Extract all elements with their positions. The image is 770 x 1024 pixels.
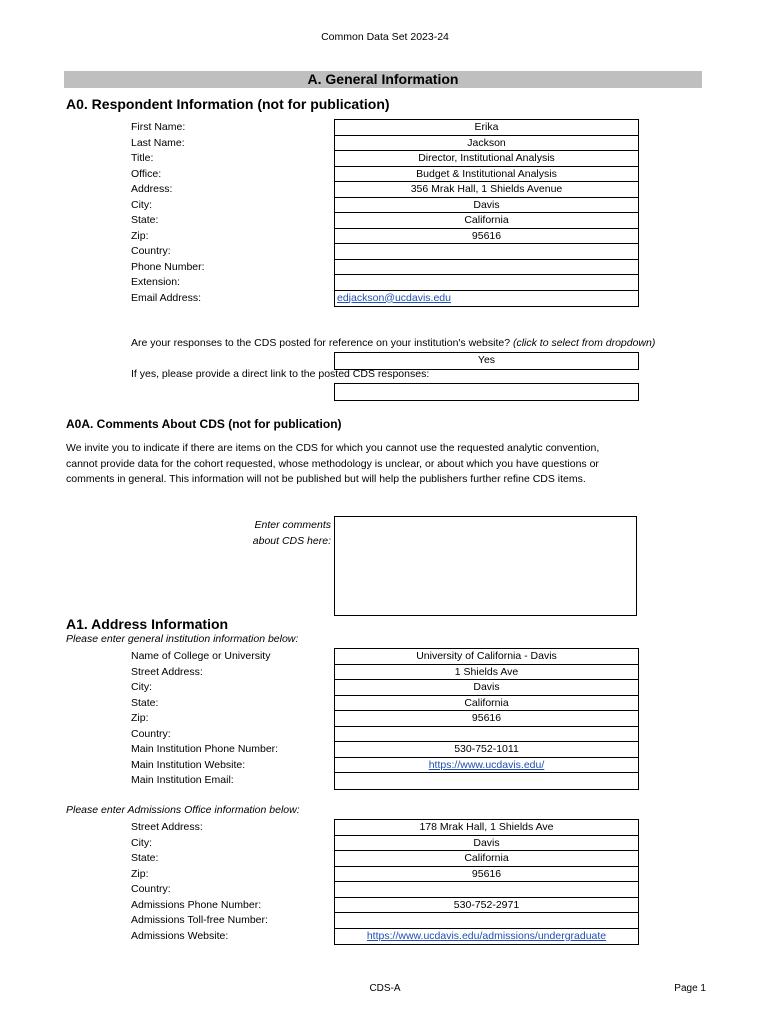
a0a-paragraph-line-3: comments in general. This information will not be published but will help the publishers further refine CDS items. <box>66 473 586 485</box>
inst-email-field[interactable] <box>335 773 638 789</box>
admissions-labels <box>131 820 268 944</box>
a1-heading: A1. Address Information <box>66 616 229 632</box>
label-adm-zip: Zip: <box>131 867 149 880</box>
inst-website-field[interactable]: https://www.ucdavis.edu/ <box>335 758 638 774</box>
label-zip: Zip: <box>131 229 149 242</box>
label-country: Country: <box>131 245 171 257</box>
label-inst-country: Country: <box>131 727 171 740</box>
page-header: Common Data Set 2023-24 <box>321 31 449 43</box>
label-adm-phone: Admissions Phone Number: <box>131 898 262 911</box>
label-college-name: Name of College or University <box>131 650 271 662</box>
label-state: State: <box>131 214 159 226</box>
adm-country-field[interactable] <box>335 882 638 898</box>
a0a-paragraph-line-2: cannot provide data for the cohort requested, whose methodology is unclear, or about which you have questions or <box>66 457 599 470</box>
posted-dropdown[interactable] <box>334 352 639 370</box>
institution-intro: Please enter general institution information below: <box>66 633 299 645</box>
adm-zip-field[interactable]: 95616 <box>335 867 638 883</box>
posted-hint: (click to select from dropdown) <box>512 337 656 349</box>
zip-field[interactable]: 95616 <box>335 229 638 245</box>
street-field[interactable]: 1 Shields Ave <box>335 665 638 681</box>
address-field[interactable]: 356 Mrak Hall, 1 Shields Avenue <box>335 182 638 198</box>
posted-answer[interactable]: Yes <box>477 354 496 366</box>
comments-label-line-2: about CDS here: <box>252 534 331 547</box>
label-address: Address: <box>131 183 173 195</box>
adm-state-field[interactable]: California <box>335 851 638 867</box>
admissions-table <box>334 819 639 945</box>
inst-city-field[interactable]: Davis <box>335 680 638 696</box>
label-title: Title: <box>131 152 154 164</box>
title-field[interactable]: Director, Institutional Analysis <box>335 151 638 167</box>
footer-section-code: CDS-A <box>369 983 401 994</box>
institution-table <box>334 648 639 790</box>
footer-page-number: Page 1 <box>674 983 706 994</box>
label-last-name: Last Name: <box>131 136 185 149</box>
label-inst-email: Main Institution Email: <box>131 774 234 786</box>
adm-street-field[interactable]: 178 Mrak Hall, 1 Shields Ave <box>335 820 638 836</box>
link-question: If yes, please provide a direct link to the posted CDS responses: <box>131 368 430 380</box>
admissions-intro: Please enter Admissions Office information below: <box>66 804 300 816</box>
label-extension: Extension: <box>131 276 181 288</box>
respondent-table <box>334 119 639 307</box>
city-field[interactable]: Davis <box>335 198 638 214</box>
inst-state-field[interactable]: California <box>335 696 638 712</box>
label-inst-website: Main Institution Website: <box>131 758 246 771</box>
label-inst-city: City: <box>131 681 152 693</box>
college-name-field[interactable]: University of California - Davis <box>335 649 638 665</box>
a0-heading: A0. Respondent Information (not for publication) <box>66 96 390 112</box>
label-inst-zip: Zip: <box>131 712 149 724</box>
label-adm-country: Country: <box>131 883 171 895</box>
comments-textarea[interactable] <box>334 516 637 616</box>
adm-website-field[interactable]: https://www.ucdavis.edu/admissions/undergraduate <box>366 929 607 942</box>
label-adm-tollfree: Admissions Toll-free Number: <box>131 914 268 926</box>
label-first-name: First Name: <box>131 121 186 133</box>
label-phone: Phone Number: <box>131 260 205 273</box>
comments-label <box>200 518 331 549</box>
label-inst-phone: Main Institution Phone Number: <box>131 743 279 755</box>
label-adm-website: Admissions Website: <box>131 929 229 942</box>
adm-tollfree-field[interactable] <box>335 913 638 929</box>
adm-city-field[interactable]: Davis <box>335 836 638 852</box>
a0a-heading: A0A. Comments About CDS (not for publication) <box>66 417 342 431</box>
posted-question: Are your responses to the CDS posted for reference on your institution's website? <box>131 337 511 349</box>
state-field[interactable]: California <box>335 213 638 229</box>
inst-zip-field[interactable]: 95616 <box>335 711 638 727</box>
extension-field[interactable] <box>335 275 638 291</box>
label-adm-city: City: <box>131 836 152 849</box>
first-name-field[interactable]: Erika <box>335 120 638 136</box>
inst-country-field[interactable] <box>335 727 638 743</box>
last-name-field[interactable]: Jackson <box>335 136 638 152</box>
email-field[interactable]: edjackson@ucdavis.edu <box>337 291 451 304</box>
posted-question-row <box>131 337 655 349</box>
a0a-paragraph <box>66 441 666 488</box>
inst-phone-field[interactable]: 530-752-1011 <box>335 742 638 758</box>
a0a-paragraph-line-1: We invite you to indicate if there are items on the CDS for which you cannot use the requested analytic convention, <box>66 442 600 454</box>
phone-field[interactable] <box>335 260 638 276</box>
office-field[interactable]: Budget & Institutional Analysis <box>335 167 638 183</box>
country-field[interactable] <box>335 244 638 260</box>
label-inst-state: State: <box>131 696 159 709</box>
adm-phone-field[interactable]: 530-752-2971 <box>335 898 638 914</box>
label-city: City: <box>131 198 152 211</box>
comments-label-line-1: Enter comments <box>254 519 331 531</box>
section-title-bar: A. General Information <box>64 71 702 88</box>
label-adm-state: State: <box>131 852 159 864</box>
label-email: Email Address: <box>131 291 202 304</box>
posted-link-field[interactable] <box>335 384 638 400</box>
institution-labels <box>131 649 278 789</box>
label-office: Office: <box>131 167 162 180</box>
posted-link-field-box[interactable] <box>334 383 639 401</box>
a0-labels <box>131 120 205 306</box>
label-street: Street Address: <box>131 665 203 678</box>
label-adm-street: Street Address: <box>131 821 203 833</box>
